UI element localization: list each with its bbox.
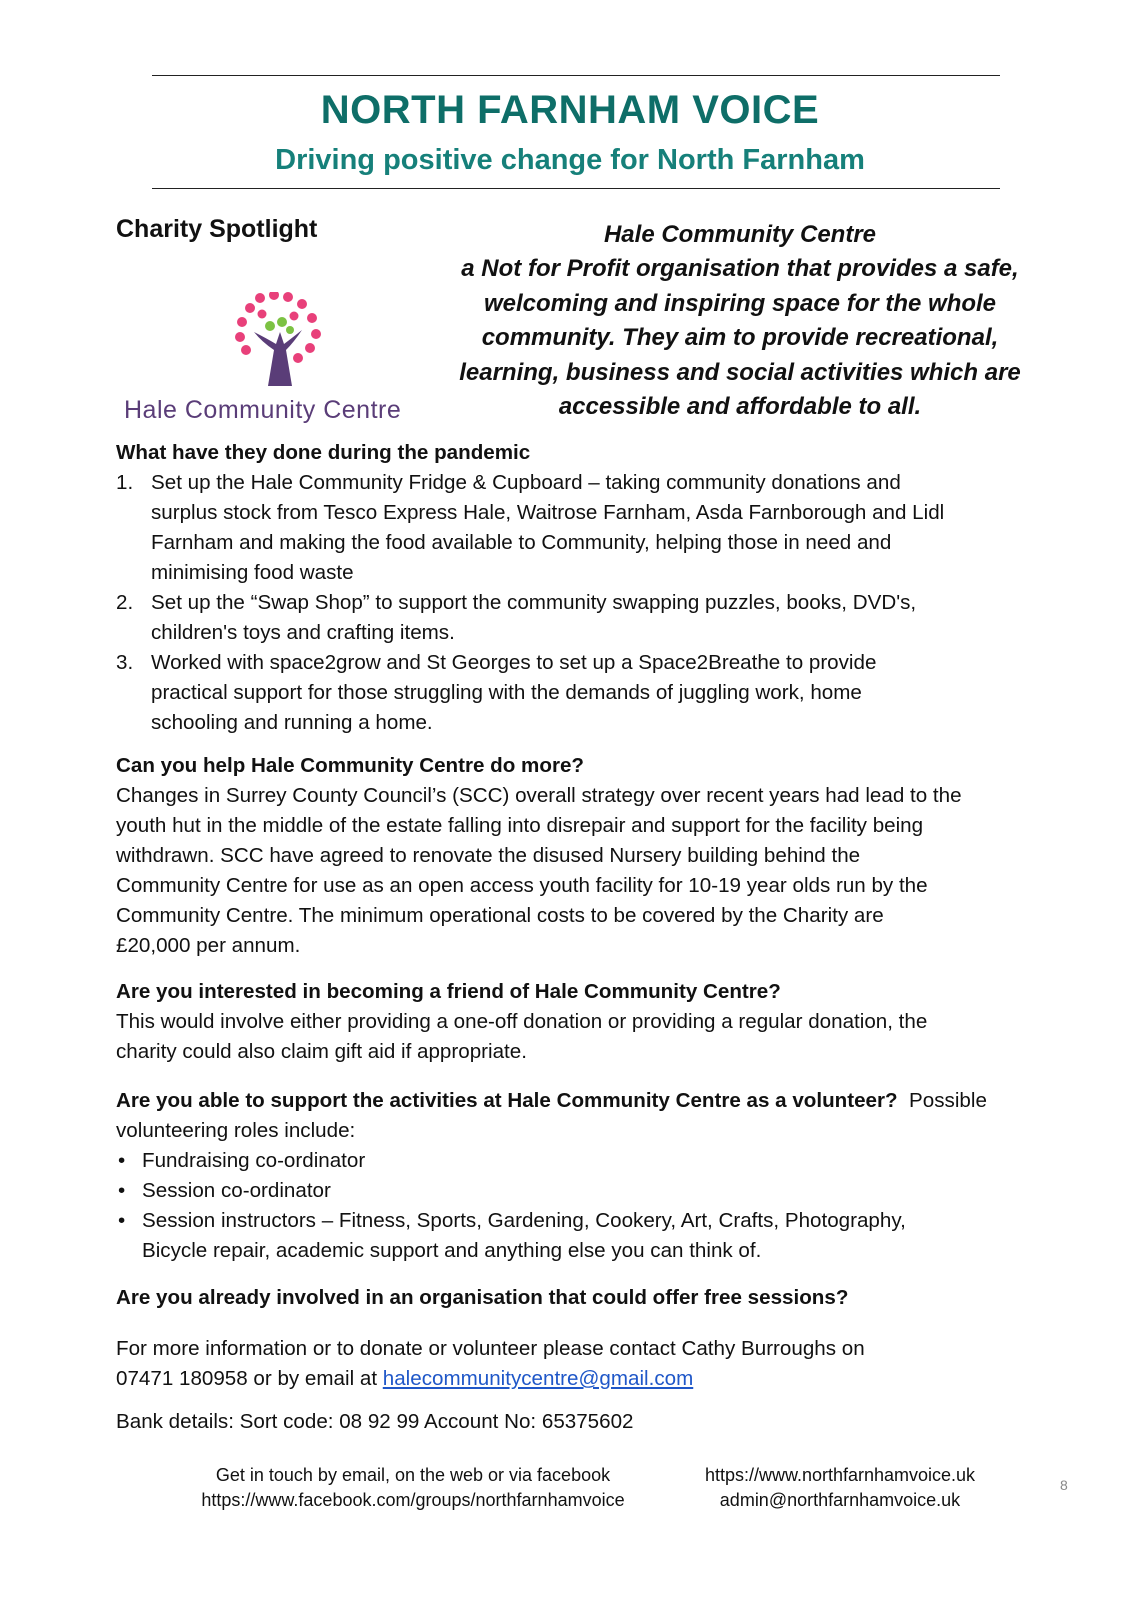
list-number: 2. <box>116 591 134 614</box>
contact-line: For more information or to donate or volunteer please contact Cathy Burroughs on <box>116 1337 865 1360</box>
contact-line-email <box>116 1364 1046 1394</box>
footer-email-link[interactable]: admin@northfarnhamvoice.uk <box>719 1490 961 1510</box>
role-line: Bicycle repair, academic support and anything else you can think of. <box>142 1239 762 1262</box>
list-item <box>116 1206 1046 1266</box>
intro-line: community. They aim to provide recreational, <box>481 324 999 352</box>
hale-tree-logo-icon <box>232 292 324 388</box>
intro-line: accessible and affordable to all. <box>558 393 922 421</box>
masthead-top-rule <box>152 75 1000 76</box>
pandemic-heading: What have they done during the pandemic <box>116 441 531 464</box>
sessions-section <box>116 1283 1046 1313</box>
help-line: Community Centre. The minimum operational costs to be covered by the Charity are <box>116 904 884 927</box>
volunteer-intro: volunteering roles include: <box>116 1119 356 1142</box>
list-line: children's toys and crafting items. <box>151 621 455 644</box>
list-line: Worked with space2grow and St Georges to set up a Space2Breathe to provide <box>151 651 877 674</box>
volunteer-roles-list <box>116 1146 1046 1266</box>
list-number: 3. <box>116 651 134 674</box>
contact-section <box>116 1334 1046 1437</box>
masthead-subtitle: Driving positive change for North Farnham <box>275 144 865 176</box>
volunteer-section <box>116 1086 1046 1266</box>
volunteer-heading-line <box>116 1086 1046 1116</box>
bullet-icon: • <box>118 1209 126 1232</box>
footer-right <box>660 1463 1020 1513</box>
help-line: youth hut in the middle of the estate falling into disrepair and support for the facility being <box>116 814 924 837</box>
friend-line: charity could also claim gift aid if appropriate. <box>116 1040 527 1063</box>
list-line: surplus stock from Tesco Express Hale, Waitrose Farnham, Asda Farnborough and Lidl <box>151 501 945 524</box>
bank-details: Bank details: Sort code: 08 92 99 Account No: 65375602 <box>116 1410 634 1433</box>
volunteer-heading-tail: Possible <box>897 1089 987 1112</box>
help-section <box>116 751 1046 961</box>
role-line: Session instructors – Fitness, Sports, Gardening, Cookery, Art, Crafts, Photography, <box>142 1209 906 1232</box>
friend-line: This would involve either providing a one-off donation or providing a regular donation, the <box>116 1010 928 1033</box>
masthead-bottom-rule <box>152 188 1000 189</box>
help-heading: Can you help Hale Community Centre do more? <box>116 754 584 777</box>
list-item <box>116 648 1046 738</box>
list-line: Set up the “Swap Shop” to support the community swapping puzzles, books, DVD's, <box>151 591 917 614</box>
help-line: £20,000 per annum. <box>116 934 301 957</box>
logo-text: Hale Community Centre <box>124 396 402 424</box>
help-line: Community Centre for use as an open access youth facility for 10-19 year olds run by the <box>116 874 928 897</box>
footer-contact-text: Get in touch by email, on the web or via facebook <box>215 1465 611 1485</box>
contact-email-link[interactable]: halecommunitycentre@gmail.com <box>382 1367 694 1390</box>
list-line: schooling and running a home. <box>151 711 433 734</box>
help-line: withdrawn. SCC have agreed to renovate the disused Nursery building behind the <box>116 844 861 867</box>
footer-left <box>148 1463 678 1513</box>
masthead-title: NORTH FARNHAM VOICE <box>320 88 820 132</box>
help-line: Changes in Surrey County Council’s (SCC) overall strategy over recent years had lead to the <box>116 784 962 807</box>
pandemic-list <box>116 468 1046 738</box>
intro-line: welcoming and inspiring space for the whole <box>483 289 997 317</box>
charity-intro <box>430 218 1050 424</box>
list-number: 1. <box>116 471 134 494</box>
bullet-icon: • <box>118 1149 126 1172</box>
list-line: practical support for those struggling with the demands of juggling work, home <box>151 681 862 704</box>
list-item <box>116 588 1046 648</box>
page-number: 8 <box>1060 1477 1068 1493</box>
list-item <box>116 1146 1046 1176</box>
footer-website-link[interactable]: https://www.northfarnhamvoice.uk <box>704 1465 976 1485</box>
contact-phone-text: 07471 180958 or by email at <box>116 1367 383 1390</box>
intro-line: a Not for Profit organisation that provides a safe, <box>461 255 1019 283</box>
intro-line: learning, business and social activities which are <box>459 358 1021 386</box>
footer-facebook-link[interactable]: https://www.facebook.com/groups/northfarnhamvoice <box>201 1490 625 1510</box>
friend-section <box>116 977 1046 1067</box>
list-item <box>116 1176 1046 1206</box>
bullet-icon: • <box>118 1179 126 1202</box>
role-line: Fundraising co-ordinator <box>142 1149 366 1172</box>
role-line: Session co-ordinator <box>142 1179 331 1202</box>
list-line: minimising food waste <box>151 561 354 584</box>
volunteer-heading: Are you able to support the activities at Hale Community Centre as a volunteer? <box>116 1089 898 1112</box>
friend-heading: Are you interested in becoming a friend of Hale Community Centre? <box>116 980 781 1003</box>
list-line: Set up the Hale Community Fridge & Cupboard – taking community donations and <box>151 471 901 494</box>
pandemic-section <box>116 438 1046 738</box>
section-label: Charity Spotlight <box>116 215 318 243</box>
list-item <box>116 468 1046 588</box>
intro-line: Hale Community Centre <box>603 221 877 248</box>
list-line: Farnham and making the food available to Community, helping those in need and <box>151 531 892 554</box>
sessions-heading: Are you already involved in an organisation that could offer free sessions? <box>116 1286 849 1309</box>
